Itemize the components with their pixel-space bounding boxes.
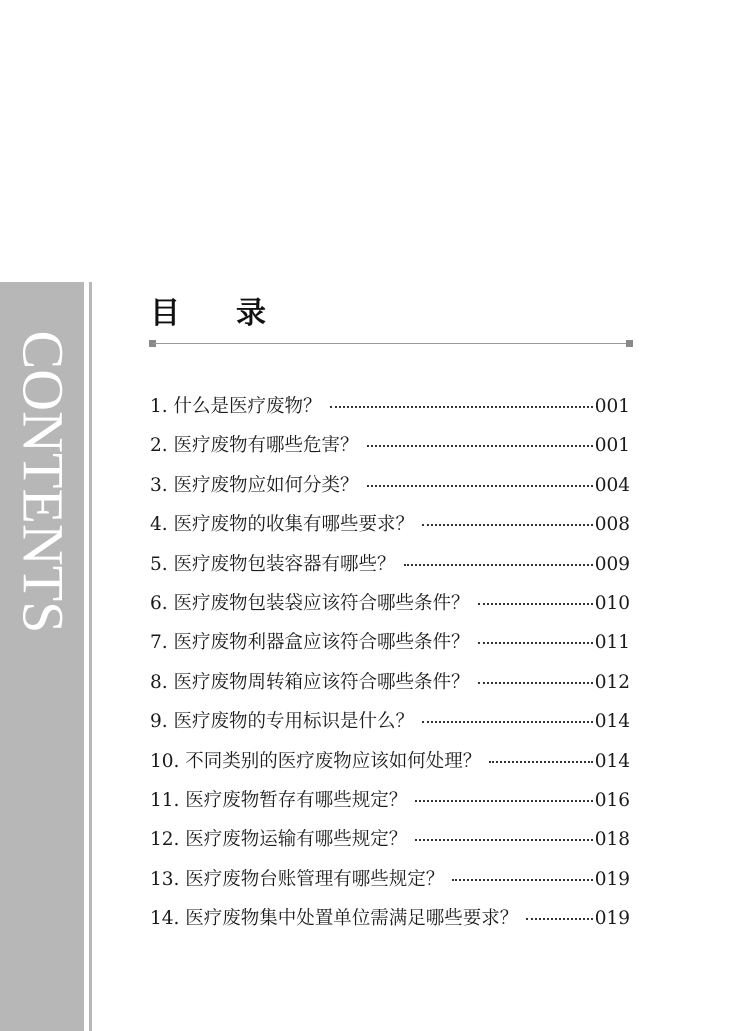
toc-entry[interactable] <box>150 471 630 510</box>
toc-entry-title: 11. 医疗废物暂存有哪些规定？ <box>150 789 408 811</box>
side-label-container <box>4 312 80 652</box>
toc-leader-dots <box>526 918 592 920</box>
rule-right-dot <box>626 340 633 347</box>
toc-entry[interactable] <box>150 747 630 786</box>
toc-entry-page: 014 <box>594 750 630 772</box>
toc-leader-dots <box>415 839 592 841</box>
toc-entry[interactable] <box>150 431 630 470</box>
toc-entry-title: 7. 医疗废物利器盒应该符合哪些条件？ <box>150 632 470 654</box>
toc-entry[interactable] <box>150 510 630 549</box>
toc-entry-title: 2. 医疗废物有哪些危害？ <box>150 435 359 457</box>
toc-entry-page: 008 <box>594 514 630 536</box>
toc-leader-dots <box>330 406 593 408</box>
toc-leader-dots <box>489 761 592 763</box>
toc-entry[interactable] <box>150 825 630 864</box>
table-of-contents <box>150 392 630 943</box>
toc-entry-title: 10. 不同类别的医疗废物应该如何处理？ <box>150 750 482 772</box>
toc-entry-title: 6. 医疗废物包装袋应该符合哪些条件？ <box>150 592 470 614</box>
toc-entry[interactable] <box>150 904 630 943</box>
toc-leader-dots <box>478 603 593 605</box>
toc-entry-title: 12. 医疗废物运输有哪些规定？ <box>150 829 408 851</box>
toc-leader-dots <box>367 485 593 487</box>
toc-entry-page: 019 <box>594 908 630 930</box>
toc-entry-title: 8. 医疗废物周转箱应该符合哪些条件？ <box>150 671 470 693</box>
toc-leader-dots <box>422 721 593 723</box>
toc-entry-title: 14. 医疗废物集中处置单位需满足哪些要求？ <box>150 908 519 930</box>
toc-leader-dots <box>404 564 593 566</box>
toc-leader-dots <box>367 445 593 447</box>
toc-entry-title: 1. 什么是医疗废物？ <box>150 396 322 417</box>
toc-entry-page: 004 <box>594 474 630 496</box>
toc-entry-page: 009 <box>594 553 630 575</box>
toc-entry-page: 001 <box>594 435 630 457</box>
toc-entry[interactable] <box>150 668 630 707</box>
toc-leader-dots <box>478 642 593 644</box>
toc-leader-dots <box>452 879 592 881</box>
toc-entry-page: 014 <box>594 711 630 733</box>
page-title: 目录 <box>150 296 322 331</box>
toc-entry[interactable] <box>150 865 630 904</box>
toc-entry[interactable] <box>150 786 630 825</box>
toc-entry-title: 5. 医疗废物包装容器有哪些？ <box>150 553 396 575</box>
toc-entry[interactable] <box>150 707 630 746</box>
toc-entry[interactable] <box>150 589 630 628</box>
toc-entry-title: 13. 医疗废物台账管理有哪些规定？ <box>150 868 445 890</box>
toc-entry-title: 4. 医疗废物的收集有哪些要求？ <box>150 514 415 536</box>
side-label: CONTENTS <box>10 330 76 634</box>
toc-leader-dots <box>415 800 592 802</box>
toc-entry-page: 012 <box>594 671 630 693</box>
toc-entry-page: 018 <box>594 829 630 851</box>
side-divider-line <box>89 282 92 1031</box>
toc-entry-page: 001 <box>594 396 630 417</box>
toc-leader-dots <box>422 524 593 526</box>
toc-entry-page: 011 <box>594 632 630 654</box>
toc-entry-page: 016 <box>594 789 630 811</box>
toc-leader-dots <box>478 682 593 684</box>
toc-entry[interactable] <box>150 392 630 431</box>
toc-entry-page: 019 <box>594 868 630 890</box>
toc-entry-title: 9. 医疗废物的专用标识是什么？ <box>150 711 415 733</box>
toc-entry[interactable] <box>150 628 630 667</box>
toc-entry-title: 3. 医疗废物应如何分类？ <box>150 474 359 496</box>
title-rule <box>153 343 629 344</box>
toc-entry[interactable] <box>150 550 630 589</box>
toc-entry-page: 010 <box>594 592 630 614</box>
